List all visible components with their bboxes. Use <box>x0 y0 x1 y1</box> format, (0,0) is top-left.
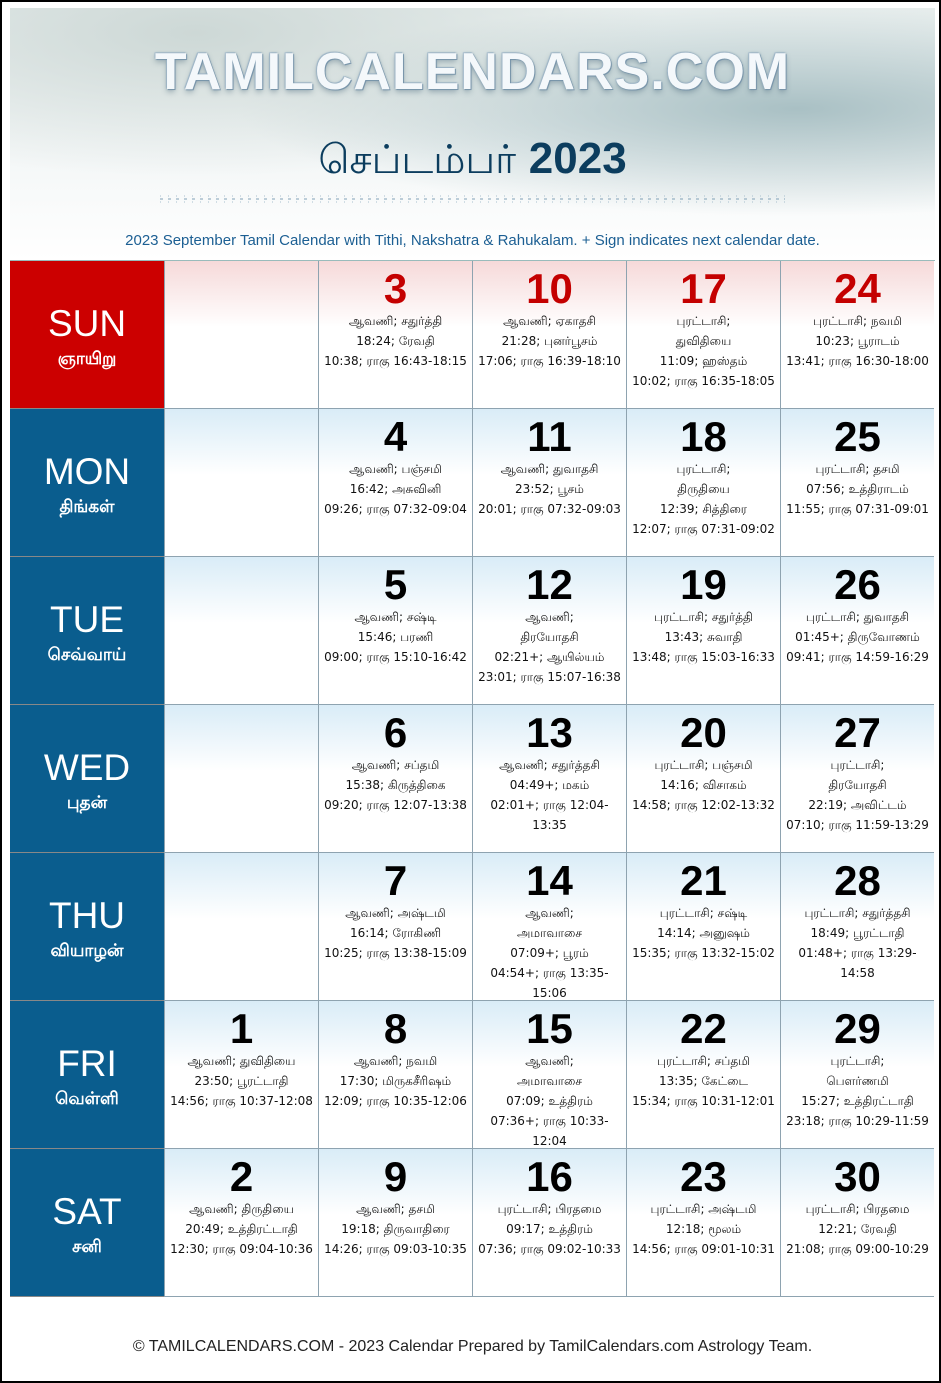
weekday-name-english: FRI <box>57 1043 117 1084</box>
panchang-info-line: 07:09+; பூரம் <box>510 946 589 960</box>
weekday-header <box>10 409 164 557</box>
panchang-info-line: புரட்டாசி; சதுர்த்தசி <box>804 906 911 920</box>
panchang-info-line: திருதியை <box>677 482 730 496</box>
date-cell[interactable] <box>472 261 626 409</box>
weekday-name-english: MON <box>43 451 131 492</box>
panchang-info-line: 09:41; ராகு 14:59-16:29 <box>786 650 929 664</box>
month-title <box>10 134 935 188</box>
weekday-name-english: SUN <box>47 303 127 344</box>
week-row-thu <box>10 853 935 1001</box>
weekday-name-tamil: வியாழன் <box>50 941 124 961</box>
weekday-header <box>10 557 164 705</box>
weekday-name-english: WED <box>43 747 131 788</box>
panchang-info-line: 02:21+; ஆயில்யம் <box>494 650 605 664</box>
panchang-info-line: ஆவணி; சதுர்த்தசி <box>499 758 600 772</box>
year: 2023 <box>528 134 627 183</box>
date-cell[interactable] <box>164 1001 318 1149</box>
panchang-info-line: 15:27; உத்திரட்டாதி <box>801 1094 914 1108</box>
date-cell[interactable] <box>318 409 472 557</box>
date-number: 9 <box>383 1153 408 1200</box>
panchang-info-line: 10:38; ராகு 16:43-18:15 <box>324 354 467 368</box>
panchang-info-line: ஆவணி; <box>525 1054 574 1068</box>
panchang-info-line: 20:01; ராகு 07:32-09:03 <box>478 502 621 516</box>
panchang-info-line: 14:16; விசாகம் <box>660 778 747 792</box>
date-cell[interactable] <box>626 261 780 409</box>
date-number: 4 <box>383 413 408 460</box>
panchang-info-line: 14:14; அனுஷம் <box>657 926 750 940</box>
panchang-info-line: 13:35; கேட்டை <box>658 1074 749 1088</box>
panchang-info-line: ஆவணி; துவாதசி <box>500 462 599 476</box>
empty-date-cell <box>164 557 318 705</box>
date-number: 20 <box>680 709 727 756</box>
date-cell[interactable] <box>626 409 780 557</box>
panchang-info-line: 21:28; புனர்பூசம் <box>501 334 598 348</box>
week-row-wed <box>10 705 935 853</box>
panchang-info-line: புரட்டாசி; அஷ்டமி <box>650 1202 757 1216</box>
date-cell[interactable] <box>472 409 626 557</box>
date-number: 27 <box>834 709 881 756</box>
date-cell[interactable] <box>472 1001 626 1149</box>
weekday-name-tamil: ஞாயிறு <box>57 349 117 369</box>
empty-date-cell <box>164 705 318 853</box>
panchang-info-line: 15:46; பரணி <box>357 630 434 644</box>
panchang-info-line: 16:42; அசுவினி <box>349 482 442 496</box>
weekday-name-english: THU <box>48 895 126 936</box>
weekday-name-tamil: செவ்வாய் <box>47 645 127 665</box>
panchang-info-line: பௌர்ணமி <box>826 1074 889 1088</box>
panchang-info-line: 11:09; ஹஸ்தம் <box>659 354 748 368</box>
panchang-info-line: 09:26; ராகு 07:32-09:04 <box>324 502 467 516</box>
panchang-info-line: 04:54+; ராகு 13:35- <box>490 966 609 980</box>
panchang-info-line: 11:55; ராகு 07:31-09:01 <box>786 502 929 516</box>
panchang-info-line: 10:02; ராகு 16:35-18:05 <box>632 374 775 388</box>
panchang-info-line: ஆவணி; துவிதியை <box>187 1054 296 1068</box>
panchang-info-line: 16:14; ரோகிணி <box>349 926 442 940</box>
date-cell[interactable] <box>318 557 472 705</box>
date-number: 19 <box>680 561 727 608</box>
panchang-info-line: 18:24; ரேவதி <box>356 334 435 348</box>
weekday-name-tamil: சனி <box>72 1237 102 1257</box>
panchang-info-line: 12:21; ரேவதி <box>818 1222 897 1236</box>
panchang-info-line: அமாவாசை <box>516 926 582 940</box>
panchang-info-line: ஆவணி; சப்தமி <box>351 758 440 772</box>
panchang-info-line: 18:49; பூரட்டாதி <box>810 926 905 940</box>
date-cell[interactable] <box>472 705 626 853</box>
panchang-info-line: 07:09; உத்திரம் <box>506 1094 593 1108</box>
weekday-header <box>10 1149 164 1297</box>
date-cell[interactable] <box>780 409 934 557</box>
date-number: 6 <box>383 709 408 756</box>
weekday-name-tamil: புதன் <box>66 793 108 813</box>
panchang-info-line: ஆவணி; நவமி <box>353 1054 438 1068</box>
weekday-name-english: TUE <box>50 599 124 640</box>
panchang-info-line: ஆவணி; அஷ்டமி <box>345 906 446 920</box>
date-number: 16 <box>526 1153 573 1200</box>
weekday-header <box>10 705 164 853</box>
panchang-info-line: 14:56; ராகு 09:01-10:31 <box>632 1242 775 1256</box>
panchang-info-line: துவிதியை <box>675 334 732 348</box>
panchang-info-line: 12:30; ராகு 09:04-10:36 <box>170 1242 313 1256</box>
panchang-info-line: புரட்டாசி; <box>676 462 731 476</box>
panchang-info-line: 09:00; ராகு 15:10-16:42 <box>324 650 467 664</box>
panchang-info-line: புரட்டாசி; <box>676 314 731 328</box>
footer-credit: © TAMILCALENDARS.COM - 2023 Calendar Prepared by TamilCalendars.com Astrology Team. <box>132 1338 813 1355</box>
panchang-info-line: ஆவணி; சதுர்த்தி <box>348 314 443 328</box>
panchang-info-line: 15:38; கிருத்திகை <box>345 778 446 792</box>
panchang-info-line: 17:30; மிருகசீரிஷம் <box>339 1074 452 1088</box>
panchang-info-line: ஆவணி; தசமி <box>356 1202 435 1216</box>
date-cell[interactable] <box>164 1149 318 1297</box>
panchang-info-line: 21:08; ராகு 09:00-10:29 <box>786 1242 929 1256</box>
panchang-info-line: 01:48+; ராகு 13:29- <box>798 946 917 960</box>
panchang-info-line: 23:50; பூரட்டாதி <box>194 1074 289 1088</box>
weekday-name-tamil: வெள்ளி <box>55 1089 119 1109</box>
date-cell[interactable] <box>318 705 472 853</box>
weekday-name-english: SAT <box>52 1191 122 1232</box>
panchang-info-line: 14:26; ராகு 09:03-10:35 <box>324 1242 467 1256</box>
date-number: 5 <box>383 561 408 608</box>
date-number: 25 <box>834 413 881 460</box>
empty-date-cell <box>164 853 318 1001</box>
panchang-info-line: ஆவணி; பஞ்சமி <box>349 462 442 476</box>
panchang-info-line: 07:36; ராகு 09:02-10:33 <box>478 1242 621 1256</box>
panchang-info-line: 13:41; ராகு 16:30-18:00 <box>786 354 929 368</box>
date-number: 2 <box>229 1153 254 1200</box>
date-cell[interactable] <box>318 853 472 1001</box>
weekday-name-tamil: திங்கள் <box>59 497 115 517</box>
date-number: 26 <box>834 561 881 608</box>
panchang-info-line: 23:18; ராகு 10:29-11:59 <box>786 1114 929 1128</box>
date-number: 11 <box>527 413 572 460</box>
date-cell[interactable] <box>472 1149 626 1297</box>
panchang-info-line: 14:58; ராகு 12:02-13:32 <box>632 798 775 812</box>
panchang-info-line: 19:18; திருவாதிரை <box>341 1222 450 1236</box>
panchang-info-line: 13:48; ராகு 15:03-16:33 <box>632 650 775 664</box>
date-cell[interactable] <box>626 1149 780 1297</box>
date-cell[interactable] <box>780 1149 934 1297</box>
date-number: 30 <box>834 1153 881 1200</box>
panchang-info-line: 12:07; ராகு 07:31-09:02 <box>632 522 775 536</box>
date-number: 17 <box>680 265 727 312</box>
panchang-info-line: திரயோதசி <box>520 630 579 644</box>
panchang-info-line: 12:39; சித்திரை <box>659 502 748 516</box>
week-row-sat <box>10 1149 935 1297</box>
date-cell[interactable] <box>626 1001 780 1149</box>
date-number: 29 <box>834 1005 881 1052</box>
date-cell[interactable] <box>318 1001 472 1149</box>
date-cell[interactable] <box>626 705 780 853</box>
panchang-info-line: ஆவணி; ஏகாதசி <box>503 314 596 328</box>
date-number: 23 <box>680 1153 727 1200</box>
panchang-info-line: புரட்டாசி; <box>830 758 885 772</box>
panchang-info-line: 13:43; சுவாதி <box>664 630 743 644</box>
panchang-info-line: ஆவணி; திருதியை <box>189 1202 294 1216</box>
date-number: 24 <box>834 265 881 312</box>
date-cell[interactable] <box>780 557 934 705</box>
date-number: 21 <box>680 857 727 904</box>
site-title[interactable]: TAMILCALENDARS.COM <box>154 43 791 101</box>
header-banner <box>10 8 935 260</box>
date-cell[interactable] <box>780 853 934 1001</box>
panchang-info-line: 15:35; ராகு 13:32-15:02 <box>632 946 775 960</box>
date-number: 13 <box>526 709 573 756</box>
panchang-info-line: புரட்டாசி; சஷ்டி <box>659 906 748 920</box>
panchang-info-line: புரட்டாசி; பஞ்சமி <box>654 758 753 772</box>
date-number: 8 <box>383 1005 408 1052</box>
panchang-info-line: 07:36+; ராகு 10:33- <box>490 1114 609 1128</box>
date-cell[interactable] <box>626 557 780 705</box>
panchang-info-line: 12:04 <box>532 1134 567 1148</box>
panchang-info-line: 07:56; உத்திராடம் <box>806 482 909 496</box>
panchang-info-line: 17:06; ராகு 16:39-18:10 <box>478 354 621 368</box>
panchang-info-line: 10:23; பூராடம் <box>815 334 900 348</box>
week-row-tue <box>10 557 935 705</box>
date-number: 7 <box>383 857 408 904</box>
panchang-info-line: ஆவணி; சஷ்டி <box>354 610 437 624</box>
panchang-info-line: 15:34; ராகு 10:31-12:01 <box>632 1094 775 1108</box>
panchang-info-line: புரட்டாசி; சதுர்த்தி <box>654 610 753 624</box>
panchang-info-line: திரயோதசி <box>828 778 887 792</box>
panchang-info-line: 09:17; உத்திரம் <box>506 1222 593 1236</box>
decorative-divider <box>160 193 785 205</box>
date-number: 22 <box>680 1005 727 1052</box>
panchang-info-line: புரட்டாசி; சப்தமி <box>657 1054 750 1068</box>
panchang-info-line: 14:56; ராகு 10:37-12:08 <box>170 1094 313 1108</box>
panchang-info-line: ஆவணி; <box>525 906 574 920</box>
week-row-fri <box>10 1001 935 1149</box>
panchang-info-line: 12:09; ராகு 10:35-12:06 <box>324 1094 467 1108</box>
panchang-info-line: புரட்டாசி; துவாதசி <box>805 610 910 624</box>
date-cell[interactable] <box>318 1149 472 1297</box>
panchang-info-line: புரட்டாசி; நவமி <box>813 314 902 328</box>
panchang-info-line: 07:10; ராகு 11:59-13:29 <box>786 818 929 832</box>
panchang-info-line: ஆவணி; <box>525 610 574 624</box>
month-name-tamil: செப்டம்பர் <box>318 137 517 183</box>
empty-date-cell <box>164 261 318 409</box>
weekday-header <box>10 261 164 409</box>
panchang-info-line: 15:06 <box>532 986 567 1000</box>
date-number: 12 <box>526 561 573 608</box>
panchang-info-line: 22:19; அவிட்டம் <box>808 798 907 812</box>
date-number: 10 <box>526 265 573 312</box>
panchang-info-line: 10:25; ராகு 13:38-15:09 <box>324 946 467 960</box>
date-number: 1 <box>229 1005 254 1052</box>
panchang-info-line: 23:01; ராகு 15:07-16:38 <box>478 670 621 684</box>
panchang-info-line: புரட்டாசி; தசமி <box>815 462 900 476</box>
panchang-info-line: 01:45+; திருவோணம் <box>795 630 920 644</box>
date-cell[interactable] <box>318 261 472 409</box>
panchang-info-line: 20:49; உத்திரட்டாதி <box>185 1222 298 1236</box>
calendar-grid <box>10 260 935 1319</box>
week-row-sun <box>10 261 935 409</box>
panchang-info-line: புரட்டாசி; பிரதமை <box>497 1202 602 1216</box>
panchang-info-line: புரட்டாசி; பிரதமை <box>805 1202 910 1216</box>
panchang-info-line: 02:01+; ராகு 12:04- <box>490 798 609 812</box>
weekday-header <box>10 1001 164 1149</box>
date-number: 15 <box>526 1005 573 1052</box>
date-number: 28 <box>834 857 881 904</box>
panchang-info-line: 04:49+; மகம் <box>509 778 590 792</box>
weekday-header <box>10 853 164 1001</box>
panchang-info-line: 13:35 <box>532 818 567 832</box>
date-number: 18 <box>680 413 727 460</box>
panchang-info-line: 14:58 <box>840 966 875 980</box>
date-number: 14 <box>526 857 573 904</box>
date-cell[interactable] <box>780 1001 934 1149</box>
date-cell[interactable] <box>472 853 626 1001</box>
panchang-info-line: 23:52; பூசம் <box>515 482 584 496</box>
date-cell[interactable] <box>472 557 626 705</box>
date-cell[interactable] <box>780 261 934 409</box>
panchang-info-line: 09:20; ராகு 12:07-13:38 <box>324 798 467 812</box>
empty-date-cell <box>164 409 318 557</box>
subtitle: 2023 September Tamil Calendar with Tithi, Nakshatra & Rahukalam. + Sign indicates next calendar date. <box>125 232 820 249</box>
panchang-info-line: அமாவாசை <box>516 1074 582 1088</box>
date-cell[interactable] <box>626 853 780 1001</box>
date-number: 3 <box>383 265 408 312</box>
date-cell[interactable] <box>780 705 934 853</box>
panchang-info-line: புரட்டாசி; <box>830 1054 885 1068</box>
panchang-info-line: 12:18; மூலம் <box>665 1222 742 1236</box>
week-row-mon <box>10 409 935 557</box>
